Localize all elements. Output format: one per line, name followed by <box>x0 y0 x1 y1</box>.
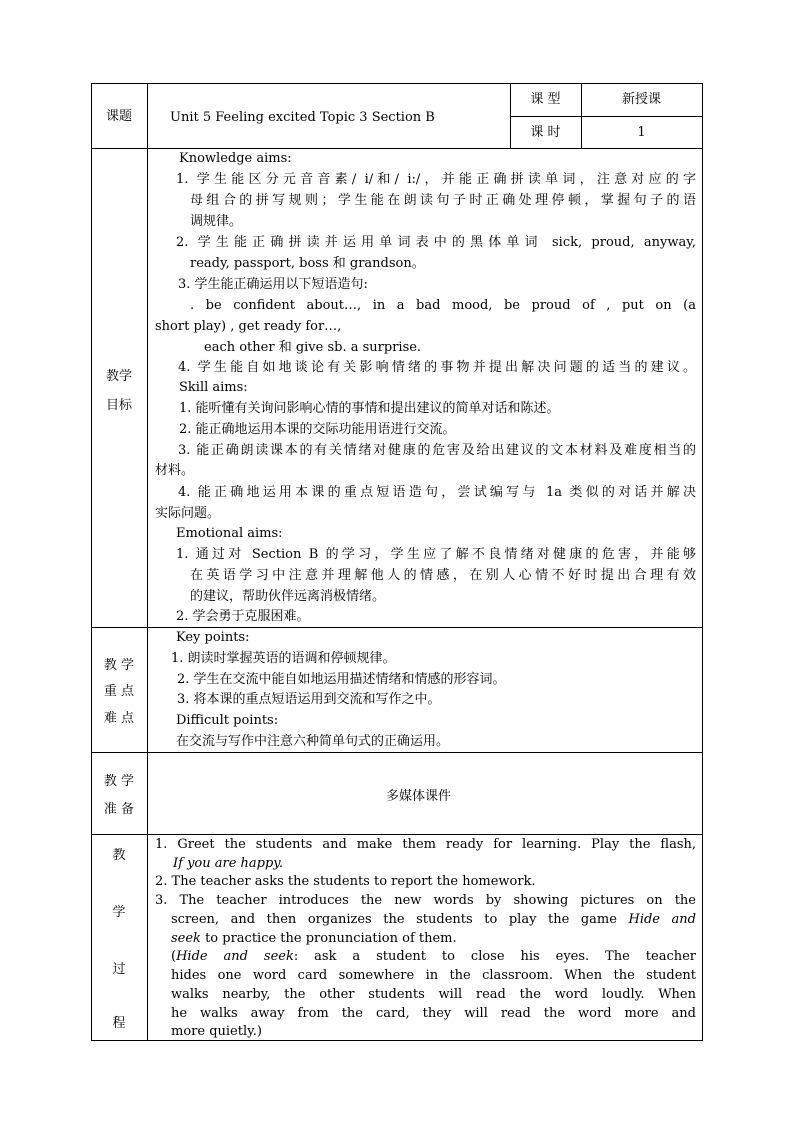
aims-label: 教学 <box>105 369 132 384</box>
process-step-2: 2. The teacher asks the students to report the homework. <box>155 874 536 889</box>
process-label: 过 <box>112 962 126 977</box>
preparation-label: 教 学 <box>103 774 135 789</box>
game-name: Hide and <box>628 912 696 927</box>
game-description-text: : ask a student to close his eyes. The teacher <box>293 949 697 964</box>
process-label: 程 <box>112 1016 126 1031</box>
difficult-points-heading: Difficult points: <box>176 713 279 728</box>
lesson-type-label: 课 型 <box>530 92 561 107</box>
emotional-aim-1: 在英语学习中注意并理解他人的情感，在别人心情不好时提出合理有效 <box>190 568 696 583</box>
table-border-left <box>91 83 92 1041</box>
process-step-3 <box>171 929 457 949</box>
game-description-text: ( <box>171 949 177 964</box>
skill-aim-1: 1. 能听懂有关询问影响心情的事情和提出建议的简单对话和陈述。 <box>179 401 560 416</box>
preparation-value: 多媒体课件 <box>386 789 452 804</box>
game-name: seek <box>171 931 201 946</box>
key-point-2: 2. 学生在交流中能自如地运用描述情绪和情感的形容词。 <box>177 672 506 687</box>
skill-aim-4: 4. 能正确地运用本课的重点短语造句，尝试编写与 1a 类似的对话并解决 <box>178 485 696 500</box>
knowledge-aim-4: 4. 学生能自如地谈论有关影响情绪的事物并提出解决问题的适当的建议。 <box>178 360 696 375</box>
key-points-label: 难 点 <box>103 711 135 726</box>
emotional-aim-1: 1. 通过对 Section B 的学习，学生应了解不良情绪对健康的危害，并能够 <box>176 547 696 562</box>
key-point-1: 1. 朗读时掌握英语的语调和停顿规律。 <box>171 651 396 666</box>
knowledge-aim-2: 2. 学生能正确拼读并运用单词表中的黑体单词 sick, proud, anyway, <box>176 235 696 250</box>
topic-title: Unit 5 Feeling excited Topic 3 Section B <box>170 110 435 125</box>
emotional-aims-heading: Emotional aims: <box>176 526 283 541</box>
topic-label: 课题 <box>105 109 132 124</box>
knowledge-aims-heading: Knowledge aims: <box>179 151 292 166</box>
lesson-hours-label: 课 时 <box>530 125 561 140</box>
knowledge-aim-1: 调规律。 <box>190 214 243 229</box>
knowledge-aim-3: each other 和 give sb. a surprise. <box>204 340 422 355</box>
table-row-divider <box>510 116 703 117</box>
process-step-1: If you are happy. <box>173 856 284 871</box>
skill-aims-heading: Skill aims: <box>179 380 248 395</box>
skill-aim-3: 材料。 <box>155 463 195 478</box>
emotional-aim-1: 的建议，帮助伙伴远离消极情绪。 <box>190 589 386 604</box>
key-points-label: 重 点 <box>103 684 135 699</box>
preparation-label: 准 备 <box>103 802 135 817</box>
game-description: hides one word card somewhere in the classroom. When the student <box>171 968 696 983</box>
lesson-hours-value: 1 <box>637 125 646 140</box>
table-column-divider <box>147 83 148 1041</box>
key-points-heading: Key points: <box>176 630 250 645</box>
skill-aim-2: 2. 能正确地运用本课的交际功能用语进行交流。 <box>179 422 456 437</box>
key-point-3: 3. 将本课的重点短语运用到交流和写作之中。 <box>177 692 441 707</box>
game-description: he walks away from the card, they will read the word more and <box>171 1006 696 1021</box>
game-description: walks nearby, the other students will read the word loudly. When <box>171 987 696 1002</box>
skill-aim-4: 实际问题。 <box>155 506 221 521</box>
process-label: 教 <box>112 848 126 863</box>
lesson-type-value: 新授课 <box>621 92 661 107</box>
key-points-label: 教 学 <box>103 658 135 673</box>
process-step-3-text: screen, and then organizes the students to play the game <box>171 912 629 927</box>
knowledge-aim-3: . be confident about…, in a bad mood, be proud of , put on (a <box>190 298 696 313</box>
process-step-3: 3. The teacher introduces the new words by showing pictures on the <box>155 893 696 908</box>
aims-label: 目标 <box>105 398 132 413</box>
process-label: 学 <box>112 905 126 920</box>
difficult-point: 在交流与写作中注意六种简单句式的正确运用。 <box>176 734 450 749</box>
game-description: more quietly.) <box>171 1024 262 1039</box>
knowledge-aim-3: 3. 学生能正确运用以下短语造句: <box>178 277 368 292</box>
knowledge-aim-3: short play) , get ready for…, <box>155 319 342 334</box>
game-name: Hide and seek <box>176 949 294 964</box>
emotional-aim-2: 2. 学会勇于克服困难。 <box>176 609 310 624</box>
knowledge-aim-1: 1. 学生能区分元音音素/ i/和/ i:/，并能正确拼读单词，注意对应的字 <box>176 172 696 187</box>
process-step-3-text: to practice the pronunciation of them. <box>200 931 457 946</box>
table-border-right <box>702 83 703 1041</box>
game-description <box>171 947 696 967</box>
knowledge-aim-1: 母组合的拼写规则；学生能在朗读句子时正确处理停顿，掌握句子的语 <box>190 193 696 208</box>
table-border-top <box>91 83 703 84</box>
process-step-1: 1. Greet the students and make them ready for learning. Play the flash, <box>155 837 696 852</box>
process-step-3 <box>171 910 696 930</box>
skill-aim-3: 3. 能正确朗读课本的有关情绪对健康的危害及给出建议的文本材料及难度相当的 <box>178 443 696 458</box>
knowledge-aim-2: ready, passport, boss 和 grandson。 <box>190 256 425 271</box>
table-row-divider <box>91 752 703 753</box>
